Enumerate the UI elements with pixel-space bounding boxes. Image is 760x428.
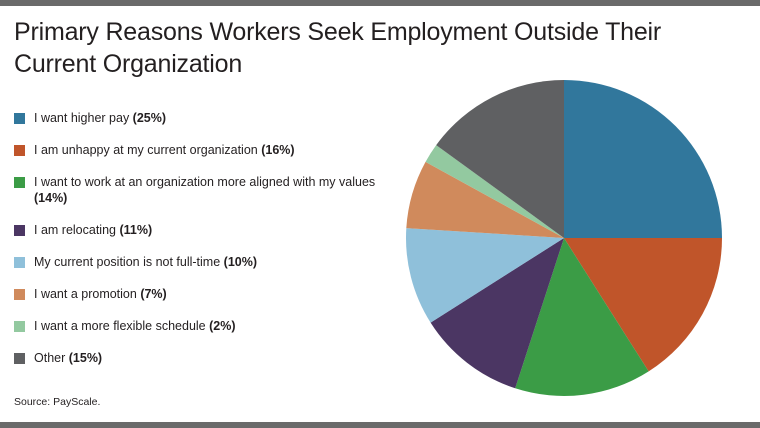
legend-color-swatch xyxy=(14,257,25,268)
legend-color-swatch xyxy=(14,113,25,124)
legend-item-percent: (7%) xyxy=(140,287,167,301)
pie-chart xyxy=(404,78,724,398)
legend-item-percent: (25%) xyxy=(132,111,167,125)
pie-slice xyxy=(564,80,722,238)
legend-item-label: I am unhappy at my current organization (16%) xyxy=(34,143,295,157)
page-title: Primary Reasons Workers Seek Employment Outside Their Current Organization xyxy=(14,18,662,78)
legend-color-swatch xyxy=(14,321,25,332)
legend-item xyxy=(14,286,384,302)
legend-item-percent: (15%) xyxy=(68,351,103,365)
legend-item xyxy=(14,174,384,206)
legend-color-swatch xyxy=(14,225,25,236)
legend-color-swatch xyxy=(14,289,25,300)
legend-color-swatch xyxy=(14,353,25,364)
legend-item xyxy=(14,350,384,366)
source-note: Source: PayScale. xyxy=(14,396,101,408)
legend-item xyxy=(14,222,384,238)
legend-item xyxy=(14,318,384,334)
legend-item xyxy=(14,142,384,158)
legend-item-label: I want a more flexible schedule (2%) xyxy=(34,319,236,333)
legend-item-percent: (10%) xyxy=(223,255,257,269)
legend-color-swatch xyxy=(14,177,25,188)
legend-item-percent: (16%) xyxy=(261,143,295,157)
legend-item xyxy=(14,110,384,126)
legend-item-label: My current position is not full-time (10%) xyxy=(34,255,257,269)
legend-item-percent: (14%) xyxy=(34,191,68,205)
legend-item-label: Other (15%) xyxy=(34,351,103,365)
legend-item-percent: (11%) xyxy=(119,223,153,237)
legend-item-label: I am relocating (11%) xyxy=(34,223,153,237)
legend-item-label: I want a promotion (7%) xyxy=(34,287,167,301)
pie-chart-svg xyxy=(404,78,724,398)
legend-item xyxy=(14,254,384,270)
legend-item-label: I want to work at an organization more aligned with my values (14%) xyxy=(34,175,376,205)
legend-color-swatch xyxy=(14,145,25,156)
legend-item-label: I want higher pay (25%) xyxy=(34,111,167,125)
chart-legend xyxy=(14,110,384,382)
legend-item-percent: (2%) xyxy=(209,319,236,333)
